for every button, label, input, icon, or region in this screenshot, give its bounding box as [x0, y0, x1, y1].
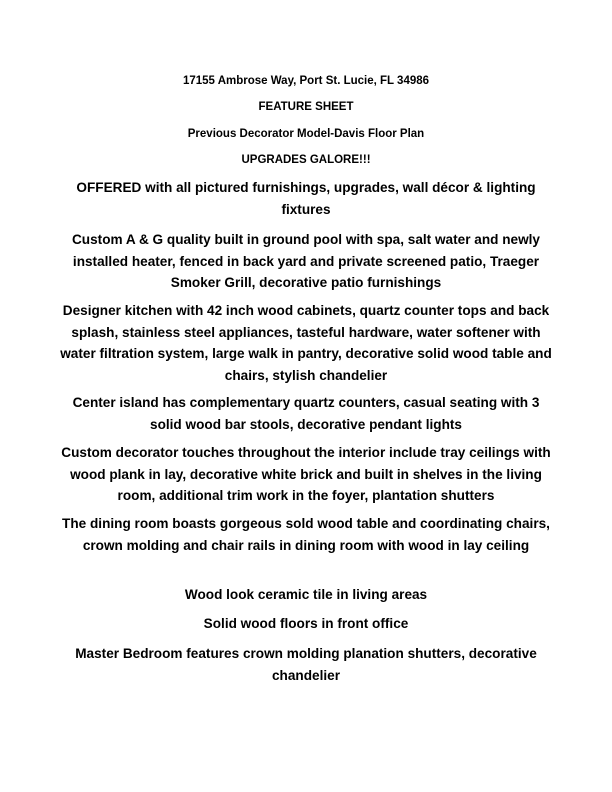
floor-plan-model: Previous Decorator Model-Davis Floor Plan: [187, 128, 425, 140]
feature-decorator-touches: Custom decorator touches throughout the interior include tray ceilings with wood plank in lay, decorative white brick and built in shelves in the living room, additional trim work in the foyer, plantation shutters: [61, 445, 551, 503]
sheet-title: FEATURE SHEET: [258, 101, 354, 113]
feature-wood-floors: Solid wood floors in front office: [203, 616, 409, 631]
feature-kitchen: Designer kitchen with 42 inch wood cabinets, quartz counter tops and back splash, stainless steel appliances, tasteful hardware, water softener with water filtration system, large walk in pantry, decorative solid wood table and chairs, stylish chandelier: [60, 303, 552, 383]
feature-dining-room: The dining room boasts gorgeous sold wood table and coordinating chairs, crown molding and chair rails in dining room with wood in lay ceiling: [62, 516, 550, 553]
property-address: 17155 Ambrose Way, Port St. Lucie, FL 34986: [182, 75, 430, 87]
upgrades-tagline: UPGRADES GALORE!!!: [241, 154, 371, 166]
feature-offered-furnishings: OFFERED with all pictured furnishings, upgrades, wall décor & lighting fixtures: [76, 180, 536, 217]
feature-master-bedroom: Master Bedroom features crown molding planation shutters, decorative chandelier: [75, 646, 537, 683]
feature-tile: Wood look ceramic tile in living areas: [184, 587, 428, 602]
feature-center-island: Center island has complementary quartz counters, casual seating with 3 solid wood bar stools, decorative pendant lights: [72, 395, 540, 432]
feature-pool: Custom A & G quality built in ground pool with spa, salt water and newly installed heater, fenced in back yard and private screened patio, Traeger Smoker Grill, decorative patio furnishings: [71, 232, 540, 290]
